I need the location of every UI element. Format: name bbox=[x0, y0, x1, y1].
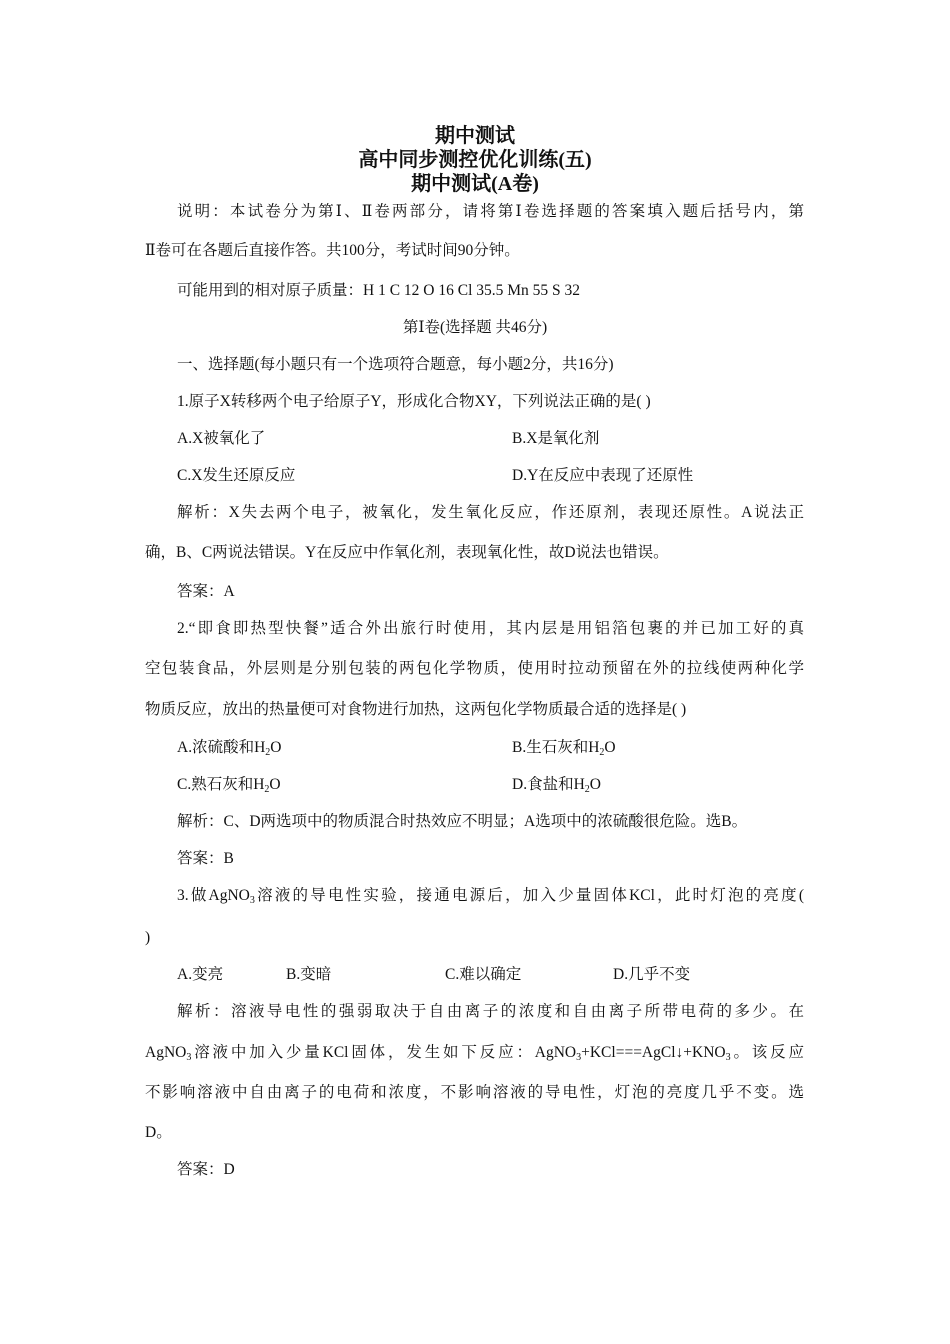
q2-option-c-text: C.熟石灰和H bbox=[177, 776, 265, 793]
formula-tail: O bbox=[589, 776, 601, 793]
q2-option-b-text: B.生石灰和H bbox=[512, 739, 600, 756]
q2-option-a bbox=[177, 738, 281, 758]
subscript: 2 bbox=[584, 784, 590, 795]
q1-explanation-line-2: 确，B、C两说法错误。Y在反应中作氧化剂，表现氧化性，故D说法也错误。 bbox=[145, 544, 669, 561]
formula-part: 。该反应 bbox=[730, 1044, 804, 1061]
q2-option-a-text: A.浓硫酸和H bbox=[177, 739, 266, 756]
q3-explanation-line-3: 不影响溶液中自由离子的电荷和浓度，不影响溶液的导电性，灯泡的亮度几乎不变。选 bbox=[145, 1084, 804, 1101]
formula-tail: O bbox=[604, 739, 616, 756]
q3-explanation-line-2 bbox=[145, 1043, 804, 1063]
subscript: 2 bbox=[264, 784, 270, 795]
q3-answer: 答案：D bbox=[177, 1161, 235, 1178]
q1-option-b: B.X是氧化剂 bbox=[512, 430, 600, 447]
subscript: 3 bbox=[576, 1052, 582, 1063]
q3-stem-line-1 bbox=[177, 886, 804, 906]
q2-stem-line-2: 空包装食品，外层则是分别包装的两包化学物质，使用时拉动预留在外的拉线使两种化学 bbox=[145, 660, 804, 677]
subscript: 2 bbox=[599, 747, 605, 758]
q2-option-b bbox=[512, 738, 616, 758]
q3-explanation-line-1: 解析：溶液导电性的强弱取决于自由离子的浓度和自由离子所带电荷的多少。在 bbox=[177, 1003, 804, 1020]
subscript: 3 bbox=[725, 1052, 731, 1063]
q3-explanation-line-4: D。 bbox=[145, 1124, 172, 1141]
q3-option-c: C.难以确定 bbox=[445, 966, 522, 983]
q1-option-a: A.X被氧化了 bbox=[177, 430, 266, 447]
q3-option-d: D.几乎不变 bbox=[613, 966, 691, 983]
q2-option-d bbox=[512, 775, 601, 795]
q2-explanation: 解析：C、D两选项中的物质混合时热效应不明显；A选项中的浓硫酸很危险。选B。 bbox=[177, 813, 748, 830]
title-series: 高中同步测控优化训练(五) bbox=[358, 149, 592, 171]
q3-option-a: A.变亮 bbox=[177, 966, 224, 983]
q2-stem-line-3: 物质反应，放出的热量便可对食物进行加热，这两包化学物质最合适的选择是( ) bbox=[145, 701, 687, 718]
subscript: 2 bbox=[265, 747, 271, 758]
subscript: 3 bbox=[186, 1052, 192, 1063]
formula-tail: O bbox=[269, 776, 281, 793]
section-heading: 一、选择题(每小题只有一个选项符合题意，每小题2分，共16分) bbox=[177, 356, 614, 373]
q2-option-c bbox=[177, 775, 281, 795]
q1-option-c: C.X发生还原反应 bbox=[177, 467, 296, 484]
part-heading: 第Ⅰ卷(选择题 共46分) bbox=[402, 319, 548, 336]
q3-stem-prefix: 3.做AgNO bbox=[177, 887, 250, 904]
formula-part: AgNO bbox=[145, 1044, 187, 1061]
q1-stem: 1.原子X转移两个电子给原子Y，形成化合物XY，下列说法正确的是( ) bbox=[177, 393, 651, 410]
formula-part: 溶液中加入少量KCl固体，发生如下反应：AgNO bbox=[191, 1044, 577, 1061]
title-paper: 期中测试(A卷) bbox=[411, 173, 539, 195]
title-block bbox=[0, 124, 950, 196]
atomic-masses: 可能用到的相对原子质量：H 1 C 12 O 16 Cl 35.5 Mn 55 S 32 bbox=[177, 282, 581, 299]
instructions-line-2: Ⅱ卷可在各题后直接作答。共100分，考试时间90分钟。 bbox=[145, 242, 520, 259]
q3-stem-line-2: ) bbox=[145, 929, 151, 946]
q3-stem-rest: 溶液的导电性实验，接通电源后，加入少量固体KCl，此时灯泡的亮度( bbox=[254, 887, 804, 904]
q3-option-b: B.变暗 bbox=[286, 966, 332, 983]
subscript: 3 bbox=[249, 895, 255, 906]
instructions-line-1: 说明：本试卷分为第Ⅰ、Ⅱ卷两部分，请将第Ⅰ卷选择题的答案填入题后括号内，第 bbox=[177, 203, 804, 220]
q2-option-d-text: D.食盐和H bbox=[512, 776, 585, 793]
q2-stem-line-1: 2.“即食即热型快餐”适合外出旅行时使用，其内层是用铝箔包裹的并已加工好的真 bbox=[177, 620, 804, 637]
q1-option-d: D.Y在反应中表现了还原性 bbox=[512, 467, 694, 484]
formula-part: +KCl===AgCl↓+KNO bbox=[581, 1044, 726, 1061]
q1-explanation-line-1: 解析：X失去两个电子，被氧化，发生氧化反应，作还原剂，表现还原性。A说法正 bbox=[177, 504, 804, 521]
formula-tail: O bbox=[270, 739, 282, 756]
title-main: 期中测试 bbox=[435, 125, 515, 147]
q1-answer: 答案：A bbox=[177, 583, 235, 600]
q2-answer: 答案：B bbox=[177, 850, 234, 867]
